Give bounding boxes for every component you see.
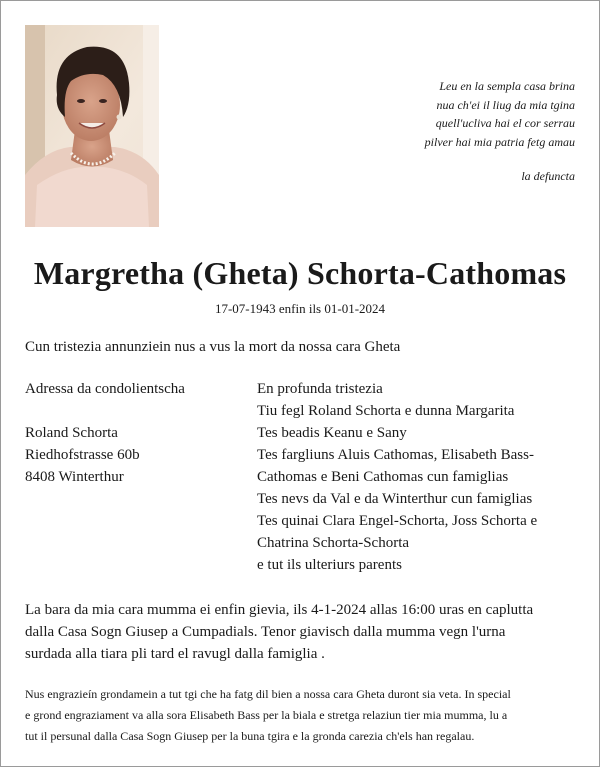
poem-line: nua ch'ei il liug da mia tgina [436, 97, 575, 112]
mourner-line: Cathomas e Beni Cathomas cun famiglias [257, 469, 509, 485]
mourner-line: Tes beadis Keanu e Sany [257, 425, 407, 441]
mourner-line: Chatrina Schorta-Schorta [257, 535, 410, 551]
poem-signature: la defuncta [521, 169, 575, 183]
poem-line: pilver hai mia patria fetg amau [424, 134, 575, 149]
funeral-notice-line: La bara da mia cara mumma ei enfin gievia, ils 4-1-2024 allas 16:00 uras en caplutta [25, 602, 534, 618]
thanks-paragraph [25, 684, 581, 747]
mourner-line: Tes nevs da Val e da Winterthur cun famiglias [257, 491, 533, 507]
portrait-photo [25, 25, 159, 227]
funeral-notice-line: surdada alla tiara pli tard el ravugl dalla famiglia . [25, 646, 325, 662]
address-line: Roland Schorta [25, 425, 118, 441]
mourner-line: Tes quinai Clara Engel-Schorta, Joss Schorta e [257, 513, 538, 529]
portrait-image [25, 25, 159, 227]
funeral-notice [25, 599, 581, 665]
poem-quote [315, 77, 575, 186]
thanks-line: Nus engrazieín grondamein a tut tgi che ha fatg dil bien a nossa cara Gheta duront sia veta. In special [25, 687, 511, 701]
condolence-heading: Adressa da condolientscha [25, 381, 185, 397]
funeral-notice-line: dalla Casa Sogn Giusep a Cumpadials. Tenor giavisch dalla mumma vegn l'urna [25, 624, 506, 640]
thanks-line: tut il persunal dalla Casa Sogn Giusep per la buna tgira e la gronda carezia ch'els han regalau. [25, 729, 475, 743]
mourner-line: Tiu fegl Roland Schorta e dunna Margarita [257, 403, 515, 419]
poem-line: Leu en la sempla casa brina [439, 79, 575, 93]
address-line: 8408 Winterthur [25, 469, 124, 485]
mourner-line: En profunda tristezia [257, 381, 383, 397]
condolence-address [25, 378, 185, 488]
address-line: Riedhofstrasse 60b [25, 447, 140, 463]
announcement-intro: Cun tristezia annunziein nus a vus la mort da nossa cara Gheta [25, 339, 401, 355]
life-dates: 17-07-1943 enfin ils 01-01-2024 [214, 301, 386, 316]
mourner-line: Tes fargliuns Aluis Cathomas, Elisabeth Bass- [257, 447, 534, 463]
thanks-line: e grond engraziament va alla sora Elisabeth Bass per la biala e stretga relaziun tier mia mumma, lu a [25, 708, 508, 722]
mourners-list [257, 378, 537, 576]
poem-line: quell'ucliva hai el cor serrau [435, 116, 575, 130]
deceased-name: Margretha (Gheta) Schorta-Cathomas [33, 255, 567, 291]
mourner-line: e tut ils ulteriurs parents [257, 557, 402, 573]
